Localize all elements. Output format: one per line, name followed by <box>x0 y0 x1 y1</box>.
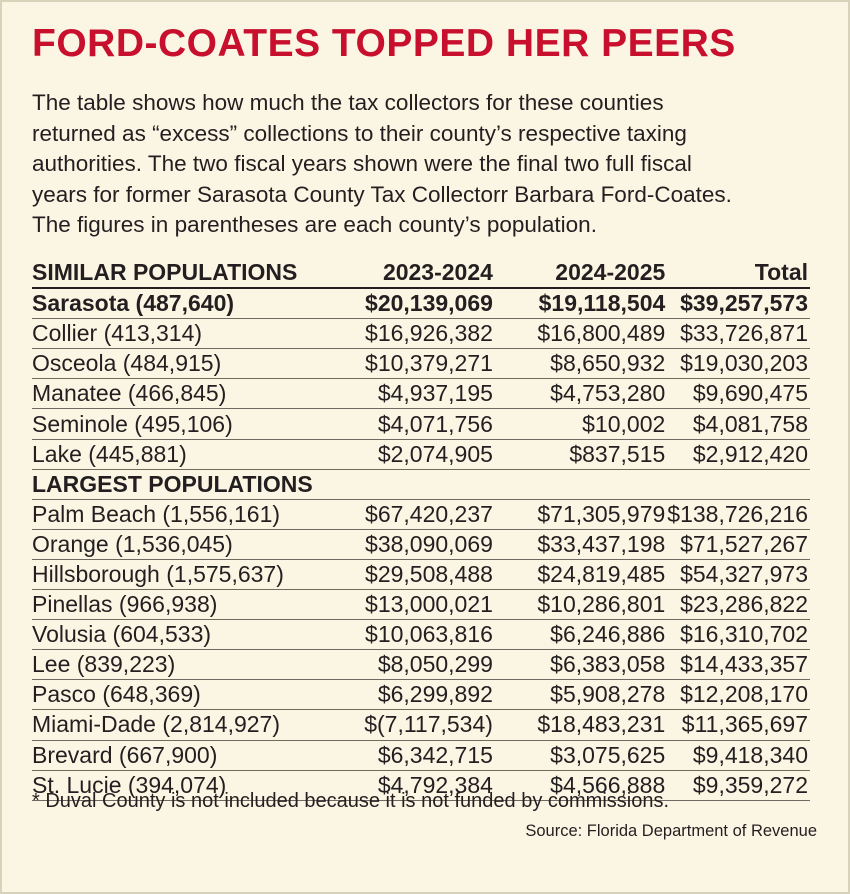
collections-table <box>32 258 810 801</box>
table-row <box>32 559 810 589</box>
fy2024-2025-cell: $71,305,979 <box>495 499 667 529</box>
table-row <box>32 680 810 710</box>
fy2023-2024-cell: $(7,117,534) <box>323 710 495 740</box>
county-cell: Brevard (667,900) <box>32 740 323 770</box>
fy2024-2025-cell: $8,650,932 <box>495 349 667 379</box>
fy2023-2024-cell: $10,379,271 <box>323 349 495 379</box>
table-row <box>32 740 810 770</box>
section-header-row <box>32 469 810 499</box>
fy2024-2025-cell: $16,800,489 <box>495 319 667 349</box>
table-row <box>32 439 810 469</box>
total-cell: $9,359,272 <box>667 770 810 800</box>
county-cell: Volusia (604,533) <box>32 620 323 650</box>
fy2023-2024-cell: $29,508,488 <box>323 559 495 589</box>
col-header-fy2024-2025: 2024-2025 <box>495 258 667 288</box>
table-row <box>32 620 810 650</box>
fy2023-2024-cell: $6,299,892 <box>323 680 495 710</box>
table-row <box>32 409 810 439</box>
total-cell: $16,310,702 <box>667 620 810 650</box>
total-cell: $9,418,340 <box>667 740 810 770</box>
table-row <box>32 710 810 740</box>
fy2023-2024-cell: $8,050,299 <box>323 650 495 680</box>
col-header-total: Total <box>667 258 810 288</box>
county-cell: Pinellas (966,938) <box>32 590 323 620</box>
total-cell: $23,286,822 <box>667 590 810 620</box>
fy2024-2025-cell: $24,819,485 <box>495 559 667 589</box>
fy2023-2024-cell: $6,342,715 <box>323 740 495 770</box>
footnote: * Duval County is not included because it is not funded by commissions. <box>32 790 670 812</box>
county-cell: Miami-Dade (2,814,927) <box>32 710 323 740</box>
county-cell: Osceola (484,915) <box>32 349 323 379</box>
fy2024-2025-cell: $4,753,280 <box>495 379 667 409</box>
table-row <box>32 650 810 680</box>
county-cell: Seminole (495,106) <box>32 409 323 439</box>
fy2024-2025-cell: $19,118,504 <box>495 288 667 319</box>
fy2023-2024-cell: $4,937,195 <box>323 379 495 409</box>
total-cell: $33,726,871 <box>667 319 810 349</box>
fy2023-2024-cell: $10,063,816 <box>323 620 495 650</box>
fy2023-2024-cell: $38,090,069 <box>323 529 495 559</box>
table-row <box>32 379 810 409</box>
fy2023-2024-cell: $16,926,382 <box>323 319 495 349</box>
table-row <box>32 288 810 319</box>
total-cell: $54,327,973 <box>667 559 810 589</box>
county-cell: Collier (413,314) <box>32 319 323 349</box>
intro-text: The table shows how much the tax collectors for these counties returned as “excess” collections to their county’s respective taxing authorities. The two fiscal years shown were the final two full fiscal years for former Sarasota County Tax Collectorr Barbara Ford-Coates. The figures in parentheses are each county’s population. <box>32 90 732 237</box>
table-row <box>32 349 810 379</box>
header-row <box>32 258 810 288</box>
table-body <box>32 288 810 800</box>
total-cell: $138,726,216 <box>667 499 810 529</box>
county-cell: Pasco (648,369) <box>32 680 323 710</box>
table-row <box>32 590 810 620</box>
fy2024-2025-cell: $10,002 <box>495 409 667 439</box>
fy2024-2025-cell: $837,515 <box>495 439 667 469</box>
total-cell: $11,365,697 <box>667 710 810 740</box>
fy2024-2025-cell: $10,286,801 <box>495 590 667 620</box>
county-cell: Sarasota (487,640) <box>32 288 323 319</box>
total-cell: $4,081,758 <box>667 409 810 439</box>
table-row <box>32 529 810 559</box>
headline: FORD-COATES TOPPED HER PEERS <box>32 22 736 65</box>
total-cell: $39,257,573 <box>667 288 810 319</box>
county-cell: Palm Beach (1,556,161) <box>32 499 323 529</box>
fy2023-2024-cell: $67,420,237 <box>323 499 495 529</box>
total-cell: $14,433,357 <box>667 650 810 680</box>
fy2024-2025-cell: $33,437,198 <box>495 529 667 559</box>
county-cell: Hillsborough (1,575,637) <box>32 559 323 589</box>
col-header-fy2023-2024: 2023-2024 <box>323 258 495 288</box>
total-cell: $71,527,267 <box>667 529 810 559</box>
fy2024-2025-cell: $4,566,888 <box>495 770 667 800</box>
fy2023-2024-cell: $4,792,384 <box>323 770 495 800</box>
fy2024-2025-cell: $5,908,278 <box>495 680 667 710</box>
total-cell: $12,208,170 <box>667 680 810 710</box>
source-credit: Source: Florida Department of Revenue <box>525 822 817 840</box>
fy2024-2025-cell: $18,483,231 <box>495 710 667 740</box>
fy2023-2024-cell: $4,071,756 <box>323 409 495 439</box>
section-label: LARGEST POPULATIONS <box>32 469 810 499</box>
county-cell: Orange (1,536,045) <box>32 529 323 559</box>
fy2023-2024-cell: $13,000,021 <box>323 590 495 620</box>
fy2024-2025-cell: $6,246,886 <box>495 620 667 650</box>
fy2024-2025-cell: $6,383,058 <box>495 650 667 680</box>
col-header-section: SIMILAR POPULATIONS <box>32 258 323 288</box>
county-cell: St. Lucie (394,074) <box>32 770 323 800</box>
total-cell: $19,030,203 <box>667 349 810 379</box>
table-row <box>32 499 810 529</box>
fy2023-2024-cell: $2,074,905 <box>323 439 495 469</box>
county-cell: Lee (839,223) <box>32 650 323 680</box>
fy2023-2024-cell: $20,139,069 <box>323 288 495 319</box>
total-cell: $2,912,420 <box>667 439 810 469</box>
table-row <box>32 319 810 349</box>
county-cell: Manatee (466,845) <box>32 379 323 409</box>
total-cell: $9,690,475 <box>667 379 810 409</box>
fy2024-2025-cell: $3,075,625 <box>495 740 667 770</box>
county-cell: Lake (445,881) <box>32 439 323 469</box>
